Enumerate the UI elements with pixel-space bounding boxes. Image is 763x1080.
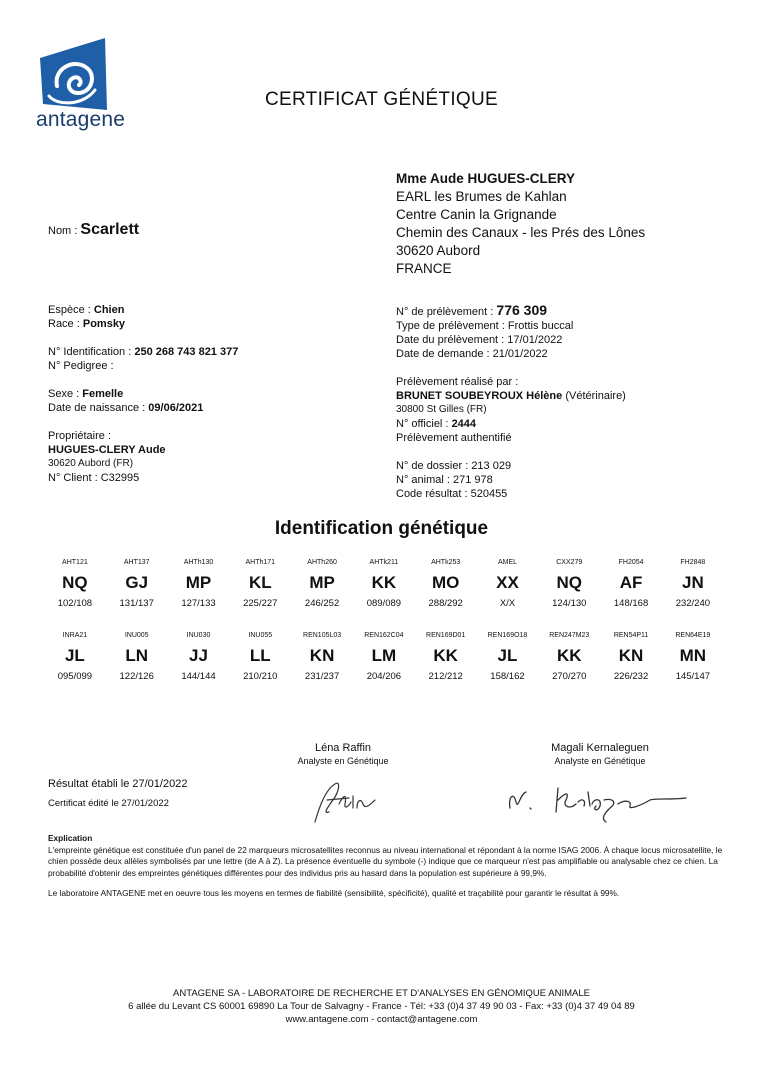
marker-sizes: 145/147 (675, 671, 711, 682)
owner-value: HUGUES-CLERY Aude (48, 444, 166, 456)
signature-kernaleguen (500, 778, 700, 826)
owner-line: Centre Canin la Grignande (396, 207, 557, 222)
marker-name: INRA21 (62, 632, 88, 639)
marker-sizes: 225/227 (243, 598, 278, 609)
marker-alleles: KN (309, 646, 335, 665)
certificate-edited-date: Certificat édité le 27/01/2022 (48, 798, 169, 809)
breed-value: Pomsky (82, 318, 126, 330)
marker-name: REN105L03 (303, 632, 342, 639)
marker-name: AHTk211 (369, 559, 399, 566)
marker-alleles: JL (497, 646, 518, 665)
dog-name-field (48, 221, 139, 239)
marker-sizes: 288/292 (428, 598, 463, 609)
identification-value: 250 268 743 821 377 (134, 346, 239, 358)
marker-alleles: NQ (556, 573, 583, 592)
marker-sizes: 158/162 (490, 671, 525, 682)
vet-name: BRUNET SOUBEYROUX Hélène (396, 390, 563, 402)
sample-type: Type de prélèvement : Frottis buccal (396, 320, 574, 332)
dog-name-label: Nom : (48, 225, 78, 237)
signatory-name: Magali Kernaleguen (551, 742, 649, 754)
signature-raffin (305, 778, 385, 826)
marker-cell (168, 557, 230, 611)
marker-name: AHTh171 (245, 559, 276, 566)
genetic-identification-title: Identification génétique (274, 518, 489, 539)
signatory-role: Analyste en Génétique (297, 756, 389, 766)
marker-cell (168, 630, 230, 684)
marker-sizes: 226/232 (613, 671, 649, 682)
marker-name: REN247M23 (549, 632, 590, 639)
marker-name: AHT121 (62, 559, 88, 566)
marker-sizes: 089/089 (366, 598, 402, 609)
marker-cell (229, 630, 291, 684)
owner-label: Propriétaire : (48, 430, 111, 442)
marker-cell (662, 557, 724, 611)
marker-name: AHTh260 (307, 559, 337, 566)
footer-address: 6 allée du Levant CS 60001 69890 La Tour de Salvagny - France - Tél: +33 (0)4 37 49 90 03 - Fax: +33 (0)4 37 49 04 89 (128, 1001, 635, 1012)
marker-name: AHTk253 (431, 559, 461, 566)
owner-address-block (396, 170, 645, 278)
sample-number-label: N° de prélèvement : (396, 306, 494, 318)
marker-cell (353, 557, 415, 611)
marker-name: AHTh130 (183, 559, 214, 566)
marker-sizes: 210/210 (243, 671, 278, 682)
owner-name: Mme Aude HUGUES-CLERY (396, 171, 576, 186)
signatory-name: Léna Raffin (314, 742, 372, 754)
owner-line: FRANCE (396, 261, 452, 276)
marker-sizes: 246/252 (304, 598, 340, 609)
marker-sizes: 095/099 (57, 671, 93, 682)
marker-name: REN169O18 (487, 632, 528, 639)
marker-cell (291, 630, 353, 684)
marker-sizes: 124/130 (552, 598, 587, 609)
marker-row-2 (44, 630, 724, 684)
owner-line: Chemin des Canaux - les Prés des Lônes (396, 225, 646, 240)
marker-cell (44, 630, 106, 684)
result-dates (48, 774, 187, 814)
marker-cell (538, 557, 600, 611)
marker-alleles: GJ (125, 573, 149, 592)
pedigree-label: N° Pedigree : (48, 360, 114, 372)
dog-name-value: Scarlett (80, 221, 140, 238)
marker-cell (106, 557, 168, 611)
marker-alleles: JN (682, 573, 704, 592)
marker-sizes: 148/168 (613, 598, 649, 609)
marker-name: INU030 (186, 632, 211, 639)
sex-label: Sexe : (48, 388, 80, 400)
owner-line: EARL les Brumes de Kahlan (396, 189, 567, 204)
marker-alleles: KN (618, 646, 644, 665)
sample-number-value: 776 309 (496, 302, 548, 318)
explanation-heading: Explication (48, 833, 93, 843)
marker-sizes: 204/206 (366, 671, 402, 682)
logo-wordmark: antagene (36, 108, 126, 131)
dog-info-block (48, 303, 238, 485)
birthdate-label: Date de naissance : (48, 402, 146, 414)
sample-date: Date du prélèvement : 17/01/2022 (396, 334, 563, 346)
marker-cell (415, 630, 477, 684)
marker-name: INU005 (124, 632, 149, 639)
marker-name: FH2848 (680, 559, 706, 566)
marker-name: REN54P11 (613, 632, 649, 639)
authenticated-note: Prélèvement authentifié (396, 432, 512, 444)
marker-sizes: 131/137 (119, 598, 154, 609)
owner-address: 30620 Aubord (FR) (48, 458, 134, 469)
signatory-role: Analyste en Génétique (554, 756, 646, 766)
marker-alleles: NQ (62, 573, 88, 592)
marker-sizes: 122/126 (119, 671, 154, 682)
species-value: Chien (93, 304, 125, 316)
marker-sizes: 231/237 (304, 671, 340, 682)
marker-cell (477, 630, 539, 684)
marker-alleles: XX (496, 573, 519, 592)
marker-alleles: MN (679, 646, 707, 665)
marker-cell (600, 557, 662, 611)
marker-sizes: 144/144 (181, 671, 216, 682)
result-established-date: Résultat établi le 27/01/2022 (48, 778, 188, 790)
marker-name: INU055 (248, 632, 273, 639)
result-code: Code résultat : 520455 (396, 488, 508, 500)
marker-sizes: 127/133 (181, 598, 216, 609)
marker-cell (600, 630, 662, 684)
footer-company: ANTAGENE SA - LABORATOIRE DE RECHERCHE ET D'ANALYSES EN GÉNOMIQUE ANIMALE (173, 988, 590, 999)
vet-address: 30800 St Gilles (FR) (396, 404, 487, 415)
marker-alleles: KL (248, 573, 272, 592)
sampled-by-label: Prélèvement réalisé par : (396, 376, 519, 388)
marker-alleles: LN (125, 646, 149, 665)
request-date: Date de demande : 21/01/2022 (396, 348, 548, 360)
marker-alleles: JL (64, 646, 85, 665)
marker-name: REN169D01 (426, 632, 466, 639)
marker-cell (229, 557, 291, 611)
marker-name: FH2054 (618, 559, 644, 566)
marker-cell (106, 630, 168, 684)
signatory-2 (520, 742, 680, 768)
marker-sizes: 270/270 (552, 671, 587, 682)
sample-info-block (396, 303, 626, 501)
identification-label: N° Identification : (48, 346, 132, 358)
marker-alleles: AF (619, 573, 643, 592)
marker-sizes: 232/240 (675, 598, 711, 609)
client-number: N° Client : C32995 (48, 472, 140, 484)
birthdate-value: 09/06/2021 (148, 402, 204, 414)
footer (0, 987, 763, 1026)
marker-alleles: MO (431, 573, 460, 592)
marker-name: AHT137 (123, 559, 150, 566)
marker-row-1 (44, 557, 724, 611)
marker-cell (662, 630, 724, 684)
marker-name: REN64E19 (675, 632, 711, 639)
marker-cell (415, 557, 477, 611)
official-number-value: 2444 (451, 418, 477, 430)
breed-label: Race : (48, 318, 80, 330)
reliability-statement: Le laboratoire ANTAGENE met en oeuvre tous les moyens en termes de fiabilité (sensibilité, spécificité), qualité et traçabilité pour garantir le résultat à 99%. (48, 888, 620, 898)
marker-alleles: JJ (189, 646, 208, 665)
owner-line: 30620 Aubord (396, 243, 481, 258)
marker-name: CXX279 (556, 559, 583, 566)
certificate-title: CERTIFICAT GÉNÉTIQUE (265, 89, 498, 110)
marker-cell (353, 630, 415, 684)
marker-alleles: LM (371, 646, 397, 665)
marker-cell (538, 630, 600, 684)
marker-sizes: 212/212 (428, 671, 463, 682)
footer-web-contact[interactable]: www.antagene.com - contact@antagene.com (285, 1014, 478, 1025)
marker-alleles: KK (433, 646, 458, 665)
marker-alleles: LL (249, 646, 271, 665)
marker-name: AMEL (497, 559, 517, 566)
animal-number: N° animal : 271 978 (396, 474, 493, 486)
marker-cell (477, 557, 539, 611)
species-label: Espèce : (48, 304, 91, 316)
explanation-paragraph: L'empreinte génétique est constituée d'un panel de 22 marqueurs microsatellites reconnus au niveau international et répondant à la norme ISAG 2006. À chaque locus microsatellite, le chien possède deux allèles symbolisés par une lettre (de A à Z). La présence éventuelle du symbole (-) indique que ce marqueur n'est pas amplifiable ou analysable chez ce chien. La probabilité d'obtenir des empreintes génétiques différentes pour des individus pris au hasard dans la population est supérieure à 99,9%. (48, 844, 723, 878)
marker-alleles: MP (309, 573, 335, 592)
marker-sizes: X/X (499, 598, 516, 609)
marker-name: REN162C04 (364, 632, 404, 639)
signatory-1 (268, 742, 418, 768)
marker-cell (291, 557, 353, 611)
marker-cell (44, 557, 106, 611)
marker-alleles: MP (185, 573, 212, 592)
file-number: N° de dossier : 213 029 (396, 460, 512, 472)
vet-role: (Vétérinaire) (565, 390, 626, 402)
sex-value: Femelle (82, 388, 124, 400)
marker-alleles: KK (371, 573, 397, 592)
marker-alleles: KK (556, 646, 582, 665)
marker-sizes: 102/108 (57, 598, 93, 609)
official-number-label: N° officiel : (396, 418, 449, 430)
explanation-block (48, 833, 723, 900)
